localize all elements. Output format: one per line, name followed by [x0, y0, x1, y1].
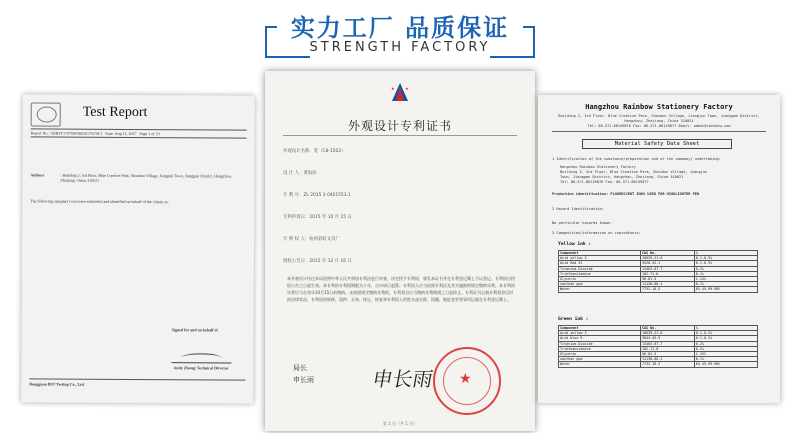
table-cell: 7732-18-5: [640, 362, 694, 367]
table-cell: Water: [559, 287, 641, 292]
table-cell: 0-1%: [694, 282, 757, 287]
table-cell: 65.45-99.98%: [694, 362, 757, 367]
test-result-row: [30, 280, 246, 281]
report-date: Aug 11, 2017: [114, 130, 137, 136]
address-row: [31, 152, 247, 153]
director-signature: 申长雨: [370, 367, 435, 391]
report-page: Page 1 of 19: [139, 131, 160, 137]
svg-text:★: ★: [405, 86, 409, 91]
sample-type-row: [30, 216, 246, 217]
patent-office-emblem-icon: [388, 81, 412, 105]
table-cell: Acid Red 52: [559, 261, 641, 266]
page-subtitle: STRENGTH FACTORY: [309, 40, 491, 55]
signature-image: [171, 353, 231, 363]
bst-logo-icon: [31, 102, 61, 126]
page-title: 实力工厂 品质保证: [290, 14, 510, 42]
test-requested-row: [30, 248, 246, 249]
test-report-document[interactable]: Test Report Report No.: SHBST170706036020170218-1 Date: Aug 11, 2017 Page 1 of 19 Address : Building 2, 3rd Floor, Blue Creative Park, Shoudun Village, Jiangjun Town, Jianggan District, Hangzhou, Zhejiang, China 310021 The following sample(s) was/were submitted and identified on behalf of the clients as: Signed for and on behalf of Andy Zhong/ Technical Director Dongguan BST Testing Co., Ltd.: [21, 94, 255, 403]
section-1-heading: 1 Identification of the substance/preparation and of the company/ undertaking:: [552, 157, 721, 161]
application-date: 专利申请日：2015 年 10 月 15 日: [283, 215, 352, 220]
table-cell: 3520-42-1: [640, 261, 694, 266]
table-cell: Triethanolamine: [559, 271, 641, 276]
bracket-bottom-right: [490, 56, 535, 58]
msds-factory-name: Hangzhou Rainbow Stationery Factory: [585, 103, 733, 111]
patent-footer: 第 1 页（共 1 页）: [382, 421, 418, 426]
designer: 设 计 人：黄海滨: [283, 171, 317, 176]
table-cell: 0-1%: [694, 357, 757, 362]
table-cell: Glycerin: [559, 352, 641, 357]
patent-title: 外观设计专利证书: [347, 119, 452, 133]
hazard-text: No particular hazards known.: [552, 221, 613, 225]
applicant-row: [31, 142, 247, 143]
table-header-cell: %: [694, 326, 757, 331]
table-cell: 0-2%: [694, 266, 757, 271]
table-header-cell: Component: [559, 326, 641, 331]
table-cell: 0-1%: [694, 271, 757, 276]
svg-text:★: ★: [391, 86, 395, 91]
table-cell: Glycerin: [559, 277, 641, 282]
divider: [31, 136, 247, 138]
design-name: 外观设计名称：笔（C8-1502）: [283, 149, 346, 154]
report-number: SHBST170706036020170218-1: [50, 130, 103, 136]
test-report-heading: Test Report: [82, 104, 148, 121]
bureau-label: 局长: [293, 364, 307, 372]
table-cell: 13463-67-7: [640, 266, 694, 271]
table-header-cell: CAS No.: [640, 251, 694, 256]
manufacturer-address-row: Address : Building 2, 3rd Floor, Blue Creative Park, Shoudun Village, Jiangjun Town, Jianggan District, Hangzhou, Zhejiang, China 310021: [30, 172, 232, 183]
yellow-ink-table: [558, 250, 758, 293]
table-header-cell: %: [694, 251, 757, 256]
table-cell: 0.1-0.3%: [694, 261, 757, 266]
table-cell: 11138-66-2: [640, 357, 694, 362]
section-2-heading: 2 Hazard Identification:: [552, 207, 604, 211]
msds-address: Building 2, 3rd Floor, Blue Creative Park, Shoudun Village, Jiangjun Town, Jianggan District, Hangzhou, Zhejiang, China 310021: [558, 114, 760, 123]
table-cell: 102-71-6: [640, 346, 694, 351]
patent-number: 专 利 号：ZL 2015 3 0401553.1: [283, 193, 351, 198]
table-cell: 11138-66-2: [640, 282, 694, 287]
table-row: [559, 287, 758, 292]
patent-certificate-document[interactable]: [265, 71, 535, 431]
sample-name-row: [30, 208, 246, 209]
table-cell: 13463-67-7: [640, 341, 694, 346]
signatory-name: Andy Zhong/ Technical Director: [173, 365, 229, 371]
table-cell: Acid blue 9: [559, 336, 641, 341]
production-identification: Production identification: FLUORESCENT INKS USED FOR HIGHLIGHTER PEN: [552, 192, 700, 196]
table-row: [559, 362, 758, 367]
official-seal-icon: ★: [433, 347, 501, 415]
sample-received-row: [30, 224, 246, 225]
msds-document[interactable]: Hangzhou Rainbow Stationery Factory Building 2, 3rd Floor, Blue Creative Park, Shoudun Village, Jiangjun Town, Jianggan District, Hangzhou, Zhejiang, China 310021 Tel: 86-571-86149876 Fax: 86-571-86149877 Email: admin@rainbow.com Material Safety Data Sheet 1 Identification of the substance/preparation and of the company/ undertaking: Hangzhou Rainbow Stationery Factory Building 2, 3rd Floor, Blue Creative Park, Shoudun Village, Jiangjun Town, Jianggan District, Hangzhou, Zhejiang, China 310021 Tel: 86-571-86149876 Fax: 86-571-86149877 Production identification: FLUORESCENT INKS USED FOR HIGHLIGHTER PEN 2 Hazard Identification: No particular hazards known. 3 Composition/information on ingredients: Yellow ink : Component CAS No. % Acid yellow 3 10039-21-0 0.1-0.3% Acid Red 52 3520-42-1 0.1-0.3% Titanium Dioxide 13463-67-7 0-2% Triethanolamine 102-71-6 0-1% Glycerin 56-81-5 1-15% xanthan gum 11138-66-2 0-1% Water 7732-18-5 65.45-99.98% Green ink : Component CAS No. % Acid yellow 3 10039-21-0 0.1-0.2% Acid blue 9 3844-45-9 0.1-0.2% Titanium Dioxide 13463-67-7 0-2% Triethanolamine 102-71-6 0-1% Glycerin 56-81-5 1-15% xanthan gum 11138-66-2 0-1% Water 7732-18-5 65.45-99.98%: [538, 95, 780, 403]
table-cell: Titanium Dioxide: [559, 266, 641, 271]
table-cell: Acid yellow 3: [559, 256, 641, 261]
table-cell: 1-15%: [694, 352, 757, 357]
yellow-ink-label: Yellow ink :: [558, 242, 592, 247]
table-cell: 65.45-99.98%: [694, 287, 757, 292]
table-cell: 56-81-5: [640, 277, 694, 282]
table-header-cell: Component: [559, 251, 641, 256]
grant-date: 授权公告日：2015 年 12 月 16 日: [283, 259, 352, 264]
intro-text: The following sample(s) was/were submitted and identified on behalf of the clients as:: [30, 198, 169, 205]
table-cell: 1-15%: [694, 277, 757, 282]
section-header: [0, 0, 800, 68]
table-cell: xanthan gum: [559, 357, 641, 362]
signed-on-behalf: Signed for and on behalf of: [171, 327, 218, 333]
testing-period-row: [30, 232, 246, 233]
table-cell: 102-71-6: [640, 271, 694, 276]
table-cell: Titanium Dioxide: [559, 341, 641, 346]
manufacturer-row: [30, 162, 246, 163]
table-cell: 10039-21-0: [640, 256, 694, 261]
divider: [29, 378, 245, 380]
table-cell: 0.1-0.2%: [694, 331, 757, 336]
table-cell: 56-81-5: [640, 352, 694, 357]
table-cell: 3844-45-9: [640, 336, 694, 341]
table-cell: 0.1-0.3%: [694, 256, 757, 261]
table-cell: 0-2%: [694, 341, 757, 346]
green-ink-table: [558, 325, 758, 368]
patent-body-text: 本外观设计经过本局依照中华人民共和国专利法进行审查，决定授予专利权，颁发本证书并在专利登记簿上予以登记。专利权自授权公告之日起生效。本专利的专利权期限为十年，自申请日起算。专利权人应当依照专利法及其实施细则规定缴纳年费。本专利的年费应当在每年10月15日前缴纳。未按照规定缴纳年费的，专利权自应当缴纳年费期满之日起终止。专利证书记载专利权登记时的法律状况。专利权的转移、质押、无效、终止、恢复和专利权人的姓名或名称、国籍、地址变更等事项记载在专利登记簿上。: [287, 276, 515, 302]
table-cell: 10039-21-0: [640, 331, 694, 336]
table-cell: 7732-18-5: [640, 287, 694, 292]
table-cell: Acid yellow 3: [559, 331, 641, 336]
patentee: 专 利 权 人：杭州彩虹文具厂: [283, 237, 340, 242]
msds-sheet-title: Material Safety Data Sheet: [582, 139, 732, 149]
bureau-name: 申长雨: [293, 376, 314, 384]
bracket-bottom-left: [265, 56, 310, 58]
test-method-row: [30, 264, 246, 265]
table-cell: Triethanolamine: [559, 346, 641, 351]
section-3-heading: 3 Composition/information on ingredients:: [552, 231, 641, 235]
table-cell: Water: [559, 362, 641, 367]
table-cell: 0-1%: [694, 346, 757, 351]
testing-company: Dongguan BST Testing Co., Ltd.: [29, 381, 85, 387]
table-cell: xanthan gum: [559, 282, 641, 287]
green-ink-label: Green ink :: [558, 317, 589, 322]
table-cell: 0.1-0.2%: [694, 336, 757, 341]
table-header-cell: CAS No.: [640, 326, 694, 331]
msds-contact: Tel: 86-571-86149876 Fax: 86-571-86149877 Email: admin@rainbow.com: [587, 124, 731, 128]
